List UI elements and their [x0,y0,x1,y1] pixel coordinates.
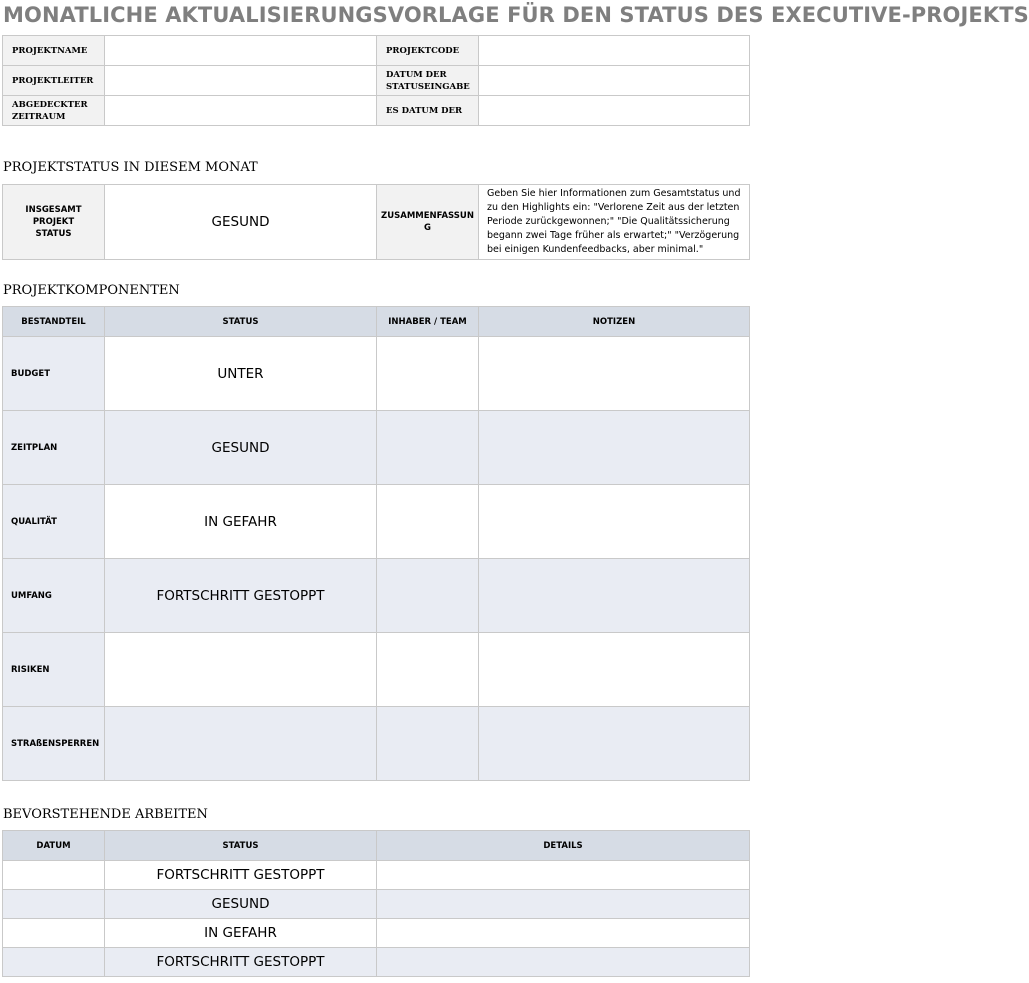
component-owner[interactable] [377,485,479,559]
overall-status-label: INSGESAMT PROJEKT STATUS [3,185,105,260]
overall-status-value[interactable]: GESUND [105,185,377,260]
status-section-heading: PROJEKTSTATUS IN DIESEM MONAT [3,160,258,175]
page-title: MONATLICHE AKTUALISIERUNGSVORLAGE FÜR DEN STATUS DES EXECUTIVE-PROJEKTS [3,3,1029,27]
component-owner[interactable] [377,411,479,485]
table-row [3,861,750,890]
component-notes[interactable] [479,559,750,633]
upcoming-date[interactable] [3,919,105,948]
project-code-field[interactable] [479,36,750,66]
component-status[interactable] [105,633,377,707]
upcoming-details[interactable] [377,890,750,919]
upcoming-status[interactable]: FORTSCHRITT GESTOPPT [105,861,377,890]
upcoming-date[interactable] [3,861,105,890]
status-date-field[interactable] [479,66,750,96]
due-date-label: ES DATUM DER [377,96,479,126]
component-status[interactable] [105,707,377,781]
table-row [3,633,750,707]
upcoming-date[interactable] [3,948,105,977]
component-status[interactable]: GESUND [105,411,377,485]
components-heading: PROJEKTKOMPONENTEN [3,283,180,298]
component-status[interactable]: UNTER [105,337,377,411]
table-row [3,919,750,948]
upcoming-details[interactable] [377,919,750,948]
summary-text[interactable]: Geben Sie hier Informationen zum Gesamtstatus und zu den Highlights ein: "Verlorene Zeit aus der letzten Periode zurückgewonnen;" "Die Qualitätssicherung begann zwei Tage früher als erwartet;" "Verzögerung bei einigen Kundenfeedbacks, aber minimal." [479,185,750,260]
component-name: ZEITPLAN [3,411,105,485]
period-field[interactable] [105,96,377,126]
upcoming-date[interactable] [3,890,105,919]
details-header: DETAILS [377,831,750,861]
component-notes[interactable] [479,707,750,781]
upcoming-heading: BEVORSTEHENDE ARBEITEN [3,807,208,822]
component-name: QUALITÄT [3,485,105,559]
project-code-label: PROJEKTCODE [377,36,479,66]
component-name: UMFANG [3,559,105,633]
component-header: BESTANDTEIL [3,307,105,337]
project-manager-label: PROJEKTLEITER [3,66,105,96]
upcoming-status[interactable]: IN GEFAHR [105,919,377,948]
date-header: DATUM [3,831,105,861]
component-status[interactable]: IN GEFAHR [105,485,377,559]
component-name: RISIKEN [3,633,105,707]
table-row [3,559,750,633]
status-summary-table [2,184,750,260]
component-owner[interactable] [377,707,479,781]
component-name: STRAßENSPERREN [3,707,105,781]
component-owner[interactable] [377,337,479,411]
table-row [3,948,750,977]
project-name-label: PROJEKTNAME [3,36,105,66]
status-header: STATUS [105,307,377,337]
notes-header: NOTIZEN [479,307,750,337]
upcoming-table [2,830,750,977]
project-name-field[interactable] [105,36,377,66]
project-manager-field[interactable] [105,66,377,96]
period-label: ABGEDECKTER ZEITRAUM [3,96,105,126]
component-notes[interactable] [479,633,750,707]
table-row [3,890,750,919]
component-status[interactable]: FORTSCHRITT GESTOPPT [105,559,377,633]
component-owner[interactable] [377,559,479,633]
project-info-table [2,35,750,126]
component-owner[interactable] [377,633,479,707]
upcoming-details[interactable] [377,861,750,890]
component-name: BUDGET [3,337,105,411]
table-row [3,411,750,485]
summary-label: ZUSAMMENFASSUNG [377,185,479,260]
status-header: STATUS [105,831,377,861]
upcoming-status[interactable]: GESUND [105,890,377,919]
due-date-field[interactable] [479,96,750,126]
component-notes[interactable] [479,411,750,485]
owner-header: INHABER / TEAM [377,307,479,337]
table-row [3,485,750,559]
table-row [3,707,750,781]
component-notes[interactable] [479,485,750,559]
upcoming-status[interactable]: FORTSCHRITT GESTOPPT [105,948,377,977]
components-table [2,306,750,781]
upcoming-details[interactable] [377,948,750,977]
table-row [3,337,750,411]
component-notes[interactable] [479,337,750,411]
status-date-label: DATUM DER STATUSEINGABE [377,66,479,96]
